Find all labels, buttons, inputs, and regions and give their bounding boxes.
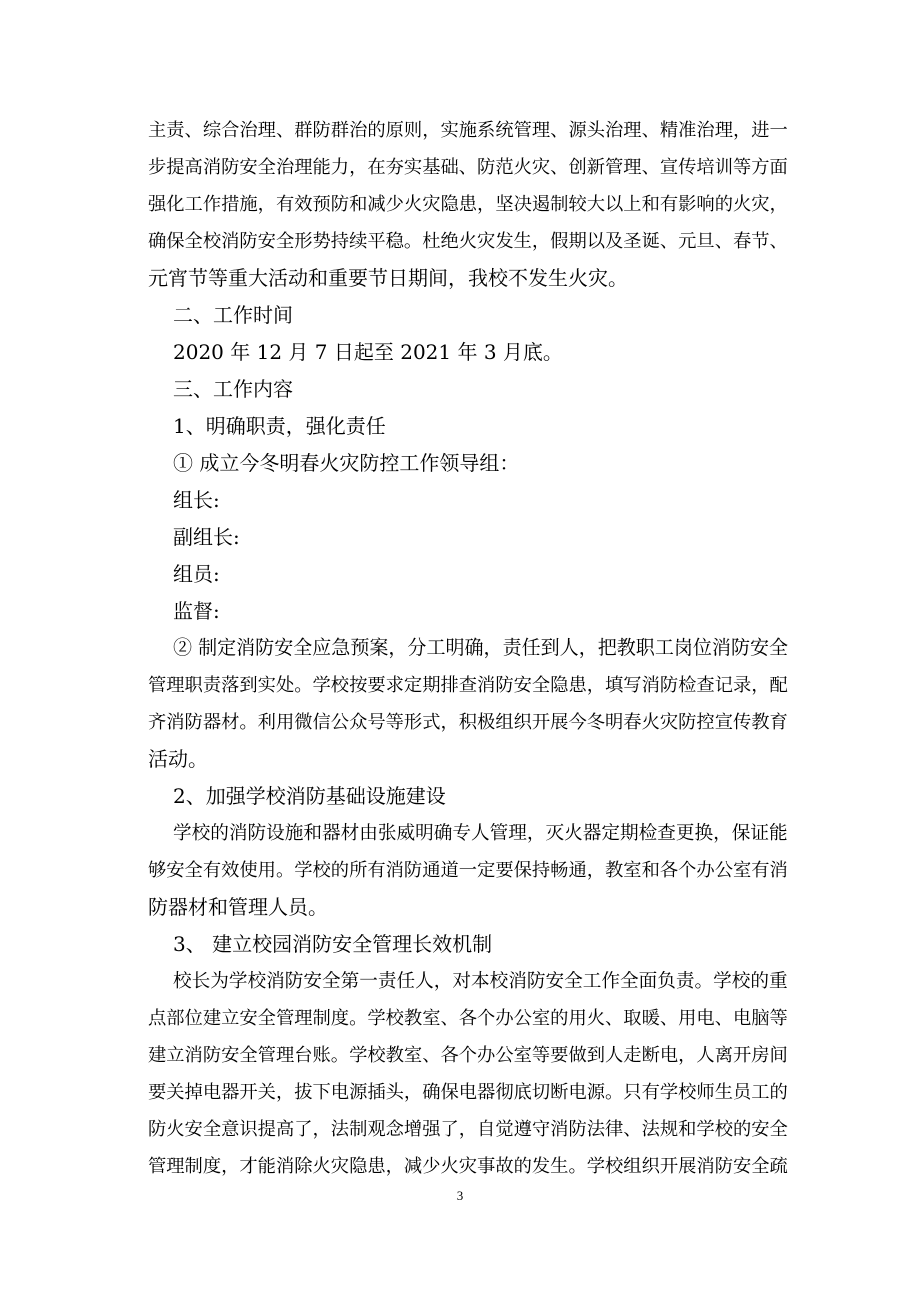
text-line: ① 成立今冬明春火灾防控工作领导组： xyxy=(173,451,520,475)
text-line: 三、工作内容 xyxy=(173,377,293,401)
text-line: 够安全有效使用。学校的所有消防通道一定要保持畅通，教室和各个办公室有消 xyxy=(148,860,788,881)
text-line: 组员: xyxy=(173,562,220,586)
text-line: 副组长: xyxy=(173,525,240,549)
text-line: 防火安全意识提高了，法制观念增强了，自觉遵守消防法律、法规和学校的安全 xyxy=(148,1119,788,1140)
text-line: 管理职责落到实处。学校按要求定期排查消防安全隐患，填写消防检查记录，配 xyxy=(148,675,788,696)
text-line: 2、加强学校消防基础设施建设 xyxy=(173,784,446,808)
text-line: 校长为学校消防安全第一责任人，对本校消防安全工作全面负责。学校的重 xyxy=(173,971,788,992)
text-line: 元宵节等重大活动和重要节日期间，我校不发生火灾。 xyxy=(148,266,628,290)
page-number: 3 xyxy=(456,1188,464,1203)
text-line: 2020 年 12 月 7 日起至 2021 年 3 月底。 xyxy=(173,340,563,364)
document-body xyxy=(148,112,788,1185)
text-line: 步提高消防安全治理能力，在夯实基础、防范火灾、创新管理、宣传培训等方面 xyxy=(148,157,788,178)
text-line: 3、 建立校园消防安全管理长效机制 xyxy=(173,932,493,956)
text-line: 1、明确职责，强化责任 xyxy=(173,414,386,438)
text-line: 二、工作时间 xyxy=(173,303,293,327)
text-line: 主责、综合治理、群防群治的原则，实施系统管理、源头治理、精准治理，进一 xyxy=(148,120,788,141)
text-line: 要关掉电器开关，拔下电源插头，确保电器彻底切断电源。只有学校师生员工的 xyxy=(148,1082,788,1103)
text-line: 组长: xyxy=(173,488,220,512)
text-line: 点部位建立安全管理制度。学校教室、各个办公室的用火、取暖、用电、电脑等 xyxy=(148,1008,788,1029)
text-line: 活动。 xyxy=(148,747,208,771)
text-line: 学校的消防设施和器材由张威明确专人管理，灭火器定期检查更换，保证能 xyxy=(173,823,788,844)
text-line: 齐消防器材。利用微信公众号等形式，积极组织开展今冬明春火灾防控宣传教育 xyxy=(148,712,788,733)
text-line: 建立消防安全管理台账。学校教室、各个办公室等要做到人走断电，人离开房间 xyxy=(148,1045,788,1066)
text-line: 管理制度，才能消除火灾隐患，减少火灾事故的发生。学校组织开展消防安全疏 xyxy=(148,1156,788,1177)
text-line: 确保全校消防安全形势持续平稳。杜绝火灾发生，假期以及圣诞、元旦、春节、 xyxy=(148,231,788,252)
text-line: 强化工作措施，有效预防和减少火灾隐患，坚决遏制较大以上和有影响的火灾， xyxy=(148,194,788,215)
text-line: 防器材和管理人员。 xyxy=(148,895,328,919)
text-line: 监督: xyxy=(173,599,220,623)
text-line: ② 制定消防安全应急预案，分工明确，责任到人，把教职工岗位消防安全 xyxy=(173,637,789,659)
